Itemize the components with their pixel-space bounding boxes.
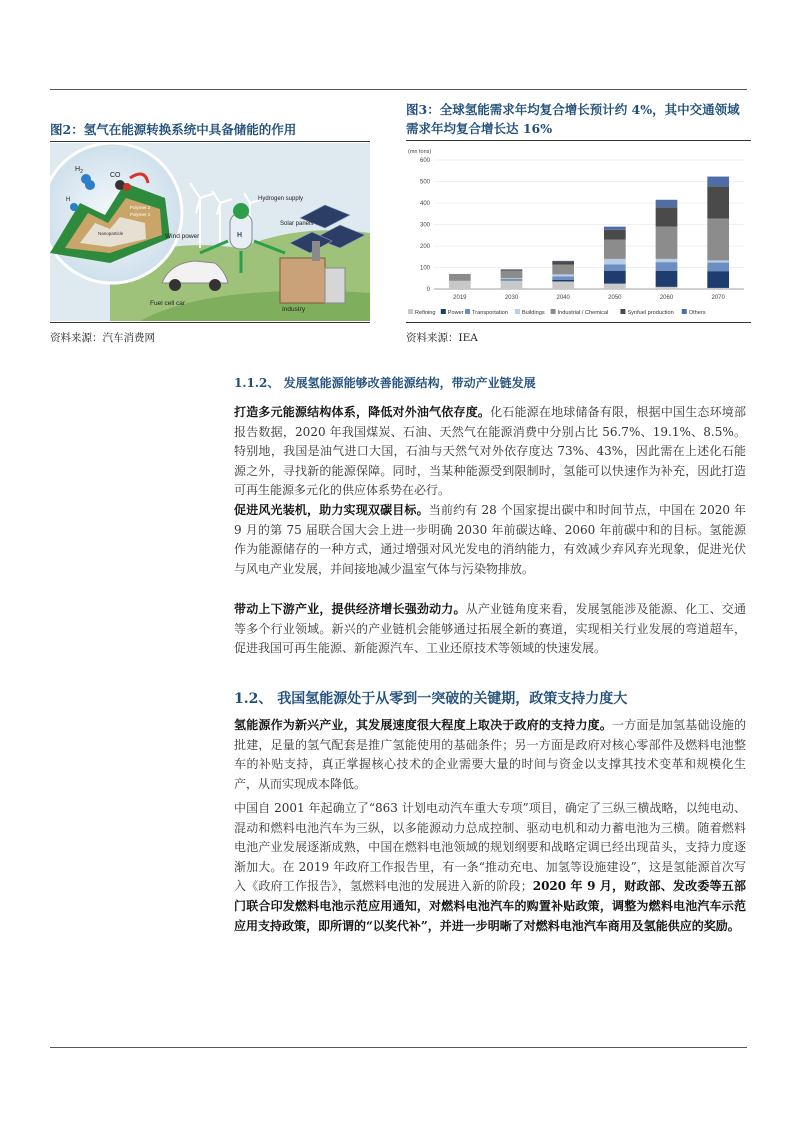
- y-tick-label: 100: [419, 265, 430, 272]
- legend-swatch: [551, 309, 556, 314]
- figure1-bottom-rule: [50, 322, 370, 323]
- bar-segment-power: [552, 280, 574, 282]
- bar-segment-buildings: [656, 259, 678, 262]
- y-tick-label: 600: [419, 158, 430, 164]
- polymer2-label: Polymer 2: [130, 205, 151, 210]
- bar-segment-power: [604, 271, 626, 284]
- paragraph-lead: 氢能源作为新兴产业，其发展速度很大程度上取决于政府的支持力度。: [234, 718, 613, 732]
- bar-segment-buildings: [552, 274, 574, 276]
- legend-label: Transportation: [472, 310, 508, 316]
- legend-label: Industrial / Chemical: [557, 310, 609, 316]
- hydrogen-supply-label: Hydrogen supply: [258, 196, 304, 202]
- bar-segment-refining: [552, 281, 574, 289]
- bar-segment-industrial-chemical: [552, 265, 574, 275]
- y-tick-label: 500: [419, 179, 430, 186]
- paragraph-lead: 打造多元能源结构体系，降低对外油气依存度。: [234, 405, 491, 419]
- y-tick-label: 300: [419, 222, 430, 229]
- bar-segment-others: [604, 227, 626, 230]
- bar-segment-buildings: [604, 259, 626, 264]
- figure1-source: 资料来源：汽车消费网: [50, 332, 155, 344]
- figure1-title-rule: [50, 141, 370, 142]
- paragraph-emphasis: 2020 年 9 月，财政部、发改委等五部门联合印发燃料电池示范应用通知，对燃料电池汽车的购置补贴政策，调整为燃料电池汽车示范应用支持政策，即所谓的“以奖代补”，并进一步明晰了对燃料电池汽车商用及氢能供应的奖励。: [234, 879, 746, 933]
- legend-swatch: [620, 309, 625, 314]
- chart-unit-label: (mn tons): [408, 149, 432, 155]
- paragraph-energy-structure: [234, 403, 746, 501]
- paragraph-dual-carbon: [234, 501, 746, 579]
- subsection-heading-1-1-2: 1.1.2、 发展氢能源能够改善能源结构，带动产业链发展: [234, 376, 536, 390]
- bar-segment-others: [656, 200, 678, 208]
- bar-segment-synfuel-production: [707, 186, 729, 218]
- legend-swatch: [682, 309, 687, 314]
- x-tick-label: 2070: [711, 295, 725, 301]
- polymer1-label: Polymer 1: [130, 212, 151, 217]
- bar-segment-industrial-chemical: [707, 218, 729, 260]
- wind-power-label: Wind power: [165, 233, 200, 240]
- bar-segment-refining: [604, 284, 626, 289]
- bar-segment-transportation: [707, 263, 729, 272]
- bar-segment-others: [707, 177, 729, 187]
- y-tick-label: 0: [426, 287, 430, 293]
- header-rule: [50, 89, 747, 90]
- h2-label-top: $H_2$: [75, 166, 83, 175]
- legend-swatch: [515, 309, 520, 314]
- h-label-left: H: [66, 197, 71, 203]
- bar-segment-synfuel-production: [501, 270, 523, 271]
- legend-swatch: [408, 309, 413, 314]
- bar-segment-buildings: [707, 260, 729, 262]
- figure2-bottom-rule: [406, 322, 751, 323]
- h2-tank-label: H: [237, 232, 243, 239]
- figure2-source: 资料来源：IEA: [406, 332, 478, 344]
- y-tick-label: 200: [419, 244, 430, 250]
- bar-segment-transportation: [501, 279, 523, 280]
- footer-rule: [50, 1047, 747, 1048]
- paragraph-body: 化石能源在地球储备有限，根据中国生态环境部报告数据，2020 年我国煤炭、石油、天然气在能源消费中分别占比 56.7%、19.1%、8.5%。特别地，我国是油气进口大国，石油与天然气对外依存度达 73%、43%，因此需在上述化石能源之外，寻找新的能源保障。同时，当某种能源受到限制时，氢能可以快速作为补充，因此打造可再生能源多元化的供应体系势在必行。: [234, 405, 746, 498]
- bar-segment-synfuel-production: [656, 207, 678, 226]
- bar-segment-transportation: [552, 277, 574, 280]
- bar-segment-synfuel-production: [552, 261, 574, 264]
- x-tick-label: 2050: [608, 295, 622, 301]
- figure2-title-rule: [406, 140, 751, 141]
- figure2-title: 图3：全球氢能需求年均复合增长预计约 4%，其中交通领域需求年均复合增长达 16%: [406, 102, 740, 136]
- bar-segment-refining: [449, 281, 471, 289]
- section-heading-1-2: 1.2、 我国氢能源处于从零到一突破的关键期，政策支持力度大: [234, 691, 628, 707]
- co2-label: CO: [110, 172, 121, 179]
- bar-segment-industrial-chemical: [449, 274, 471, 281]
- legend-label: Buildings: [521, 310, 545, 316]
- solar-panels-label: Solar panels: [280, 221, 314, 227]
- x-tick-label: 2019: [453, 295, 467, 301]
- bar-segment-transportation: [656, 262, 678, 271]
- bar-segment-others: [552, 261, 574, 262]
- fuel-cell-car-label: Fuel cell car: [150, 300, 186, 307]
- paragraph-body: 一方面是加氢基础设施的批建，足量的氢气配套是推广氢能使用的基础条件；另一方面是政府对核心零部件及燃料电池整车的补贴支持，真正掌握核心技术的企业需要大量的时间与资金以支撑其技术变革和规模化生产，从而实现成本降低。: [234, 718, 746, 791]
- hydrogen-demand-chart: [406, 144, 751, 322]
- x-tick-label: 2030: [504, 295, 519, 301]
- paragraph-body: 中国自 2001 年起确立了“863 计划电动汽车重大专项”项目，确定了三纵三横战略，以纯电动、混动和燃料电池汽车为三纵，以多能源动力总成控制、驱动电机和动力蓄电池为三横。随着燃料电池产业发展逐渐成熟，中国在燃料电池领域的规划纲要和战略定调已经出现苗头，支持力度逐渐加大。在 2019 年政府工作报告里，有一条“推动充电、加氢等设施建设”，这是氢能源首次写入《政府工作报告》，氢燃料电池的发展进入新的阶段；: [234, 801, 746, 894]
- legend-label: Synfuel production: [627, 310, 674, 316]
- industry-label: Industry: [282, 306, 306, 313]
- y-tick-label: 400: [419, 201, 430, 207]
- bar-segment-power: [707, 271, 729, 288]
- paragraph-government-support: [234, 716, 746, 794]
- paragraph-policy-history: [234, 799, 746, 936]
- bar-segment-synfuel-production: [604, 230, 626, 240]
- hydrogen-tank: [230, 203, 252, 249]
- legend-swatch: [441, 309, 446, 314]
- bar-segment-buildings: [501, 278, 523, 279]
- bar-segment-industrial-chemical: [501, 271, 523, 279]
- legend-label: Others: [688, 310, 706, 316]
- paragraph-lead: 带动上下游产业，提供经济增长强劲动力。: [234, 602, 466, 616]
- hydrogen-energy-illustration: [50, 143, 370, 321]
- legend-label: Refining: [415, 310, 436, 316]
- bar-segment-industrial-chemical: [604, 240, 626, 259]
- bar-segment-power: [656, 271, 678, 287]
- paragraph-lead: 促进风光装机，助力实现双碳目标。: [234, 503, 429, 517]
- bar-segment-refining: [656, 287, 678, 289]
- paragraph-body: 从产业链角度来看，发展氢能涉及能源、化工、交通等多个行业领域。新兴的产业链机会能够通过拓展全新的赛道，实现相关行业发展的弯道超车，促进我国可再生能源、新能源汽车、工业还原技术等领域的快速发展。: [234, 602, 746, 656]
- x-tick-label: 2060: [659, 295, 674, 301]
- bar-segment-industrial-chemical: [656, 227, 678, 259]
- membrane-magnifier: [50, 143, 182, 283]
- paragraph-body: 当前约有 28 个国家提出碳中和时间节点，中国在 2020 年 9 月的第 75 届联合国大会上进一步明确 2030 年前碳达峰、2060 年前碳中和的目标。氢能源作为能源储存的一种方式，通过增强对风光发电的消纳能力，有效减少弃风弃光现象，促进光伏与风电产业发展，并间接地减少温室气体与污染物排放。: [234, 503, 746, 576]
- legend-swatch: [465, 309, 470, 314]
- x-tick-label: 2040: [556, 295, 570, 301]
- nanoparticle-label: Nanoparticle: [98, 231, 124, 236]
- bar-segment-transportation: [604, 264, 626, 270]
- figure1-title: 图2：氢气在能源转换系统中具备储能的作用: [50, 122, 297, 137]
- paragraph-industry-chain: [234, 600, 746, 659]
- bar-segment-refining: [501, 280, 523, 289]
- bar-segment-refining: [707, 288, 729, 289]
- legend-label: Power: [447, 310, 464, 316]
